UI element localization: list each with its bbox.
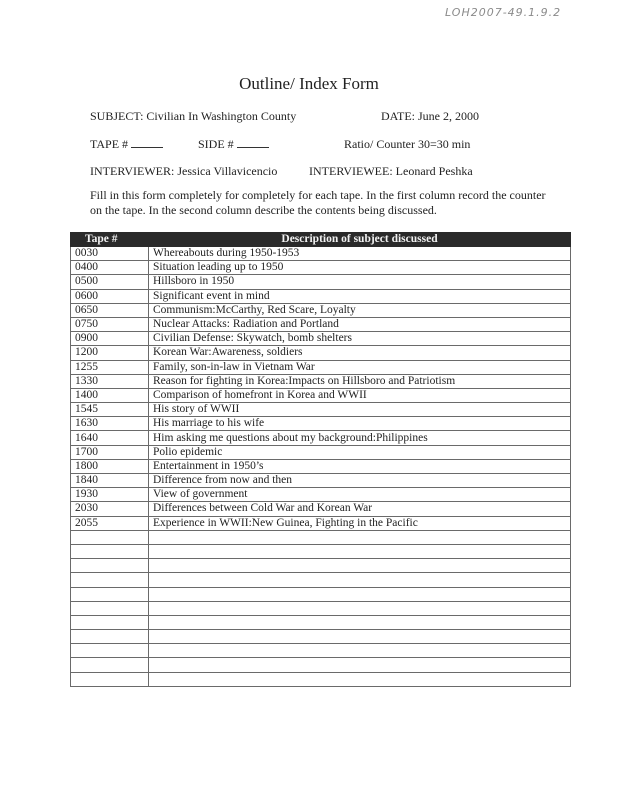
description-cell: Polio epidemic <box>149 445 571 459</box>
empty-description-cell <box>149 544 571 558</box>
form-title: Outline/ Index Form <box>239 74 379 93</box>
description-cell: Civilian Defense: Skywatch, bomb shelters <box>149 332 571 346</box>
description-cell: Hillsboro in 1950 <box>149 275 571 289</box>
empty-tape-counter-cell <box>71 672 149 686</box>
tape-counter-cell: 0750 <box>71 317 149 331</box>
empty-table-row <box>71 587 571 601</box>
side-field <box>198 137 269 152</box>
description-cell: His marriage to his wife <box>149 417 571 431</box>
table-body <box>71 247 571 687</box>
tape-counter-cell: 1640 <box>71 431 149 445</box>
empty-description-cell <box>149 615 571 629</box>
table-row <box>71 261 571 275</box>
empty-tape-counter-cell <box>71 644 149 658</box>
table-row <box>71 445 571 459</box>
empty-table-row <box>71 658 571 672</box>
empty-description-cell <box>149 601 571 615</box>
tape-counter-cell: 2055 <box>71 516 149 530</box>
tape-counter-cell: 1400 <box>71 388 149 402</box>
description-cell: Experience in WWII:New Guinea, Fighting in the Pacific <box>149 516 571 530</box>
empty-table-row <box>71 672 571 686</box>
empty-tape-counter-cell <box>71 587 149 601</box>
empty-description-cell <box>149 630 571 644</box>
empty-description-cell <box>149 672 571 686</box>
table-row <box>71 474 571 488</box>
empty-tape-counter-cell <box>71 615 149 629</box>
accession-number-handwritten: LOH2007-49.1.9.2 <box>445 6 562 19</box>
empty-tape-counter-cell <box>71 658 149 672</box>
table-row <box>71 488 571 502</box>
table-row <box>71 360 571 374</box>
table-row <box>71 431 571 445</box>
description-cell: Him asking me questions about my background:Philippines <box>149 431 571 445</box>
header-description: Description of subject discussed <box>149 233 571 247</box>
table-row <box>71 303 571 317</box>
empty-table-row <box>71 644 571 658</box>
tape-label: TAPE # <box>90 137 129 151</box>
tape-counter-cell: 0030 <box>71 247 149 261</box>
table-row <box>71 459 571 473</box>
empty-table-row <box>71 530 571 544</box>
table-row <box>71 332 571 346</box>
empty-description-cell <box>149 644 571 658</box>
empty-description-cell <box>149 587 571 601</box>
tape-counter-cell: 0600 <box>71 289 149 303</box>
side-blank <box>237 137 269 148</box>
tape-counter-cell: 1840 <box>71 474 149 488</box>
description-cell: Reason for fighting in Korea:Impacts on Hillsboro and Patriotism <box>149 374 571 388</box>
description-cell: Entertainment in 1950’s <box>149 459 571 473</box>
description-cell: Communism:McCarthy, Red Scare, Loyalty <box>149 303 571 317</box>
interviewer-field: INTERVIEWER: Jessica Villavicencio <box>90 164 278 178</box>
empty-description-cell <box>149 658 571 672</box>
description-cell: Situation leading up to 1950 <box>149 261 571 275</box>
description-cell: His story of WWII <box>149 403 571 417</box>
empty-description-cell <box>149 559 571 573</box>
interviewee-field: INTERVIEWEE: Leonard Peshka <box>309 164 473 178</box>
empty-tape-counter-cell <box>71 544 149 558</box>
table-row <box>71 275 571 289</box>
tape-counter-cell: 1800 <box>71 459 149 473</box>
table-row <box>71 516 571 530</box>
empty-tape-counter-cell <box>71 601 149 615</box>
empty-tape-counter-cell <box>71 573 149 587</box>
tape-counter-cell: 2030 <box>71 502 149 516</box>
tape-field <box>90 137 163 152</box>
empty-description-cell <box>149 530 571 544</box>
tape-counter-cell: 0650 <box>71 303 149 317</box>
table-row <box>71 388 571 402</box>
tape-counter-cell: 0400 <box>71 261 149 275</box>
ratio-field: Ratio/ Counter 30=30 min <box>344 137 471 151</box>
tape-counter-cell: 0500 <box>71 275 149 289</box>
empty-tape-counter-cell <box>71 530 149 544</box>
table-row <box>71 317 571 331</box>
tape-counter-cell: 1330 <box>71 374 149 388</box>
empty-table-row <box>71 544 571 558</box>
table-row <box>71 247 571 261</box>
table-row <box>71 403 571 417</box>
empty-table-row <box>71 601 571 615</box>
table-row <box>71 346 571 360</box>
index-table <box>70 232 571 687</box>
description-cell: Nuclear Attacks: Radiation and Portland <box>149 317 571 331</box>
table-row <box>71 289 571 303</box>
table-header-row <box>71 233 571 247</box>
empty-description-cell <box>149 573 571 587</box>
empty-table-row <box>71 559 571 573</box>
table-row <box>71 417 571 431</box>
empty-table-row <box>71 615 571 629</box>
description-cell: Difference from now and then <box>149 474 571 488</box>
description-cell: Comparison of homefront in Korea and WWII <box>149 388 571 402</box>
empty-tape-counter-cell <box>71 630 149 644</box>
side-label: SIDE # <box>198 137 234 151</box>
instructions: Fill in this form completely for completely for each tape. In the first column record the counter on the tape. In the second column describe the contents being discussed. <box>90 188 546 217</box>
description-cell: Significant event in mind <box>149 289 571 303</box>
tape-counter-cell: 1930 <box>71 488 149 502</box>
header-tape-number: Tape # <box>71 233 149 247</box>
description-cell: Korean War:Awareness, soldiers <box>149 346 571 360</box>
description-cell: View of government <box>149 488 571 502</box>
tape-counter-cell: 1700 <box>71 445 149 459</box>
tape-counter-cell: 1255 <box>71 360 149 374</box>
description-cell: Differences between Cold War and Korean War <box>149 502 571 516</box>
table-row <box>71 502 571 516</box>
description-cell: Family, son-in-law in Vietnam War <box>149 360 571 374</box>
table-row <box>71 374 571 388</box>
tape-blank <box>131 137 163 148</box>
tape-counter-cell: 0900 <box>71 332 149 346</box>
date-field: DATE: June 2, 2000 <box>381 109 479 123</box>
tape-counter-cell: 1630 <box>71 417 149 431</box>
subject-field: SUBJECT: Civilian In Washington County <box>90 109 297 123</box>
empty-tape-counter-cell <box>71 559 149 573</box>
description-cell: Whereabouts during 1950-1953 <box>149 247 571 261</box>
tape-counter-cell: 1545 <box>71 403 149 417</box>
empty-table-row <box>71 573 571 587</box>
empty-table-row <box>71 630 571 644</box>
tape-counter-cell: 1200 <box>71 346 149 360</box>
